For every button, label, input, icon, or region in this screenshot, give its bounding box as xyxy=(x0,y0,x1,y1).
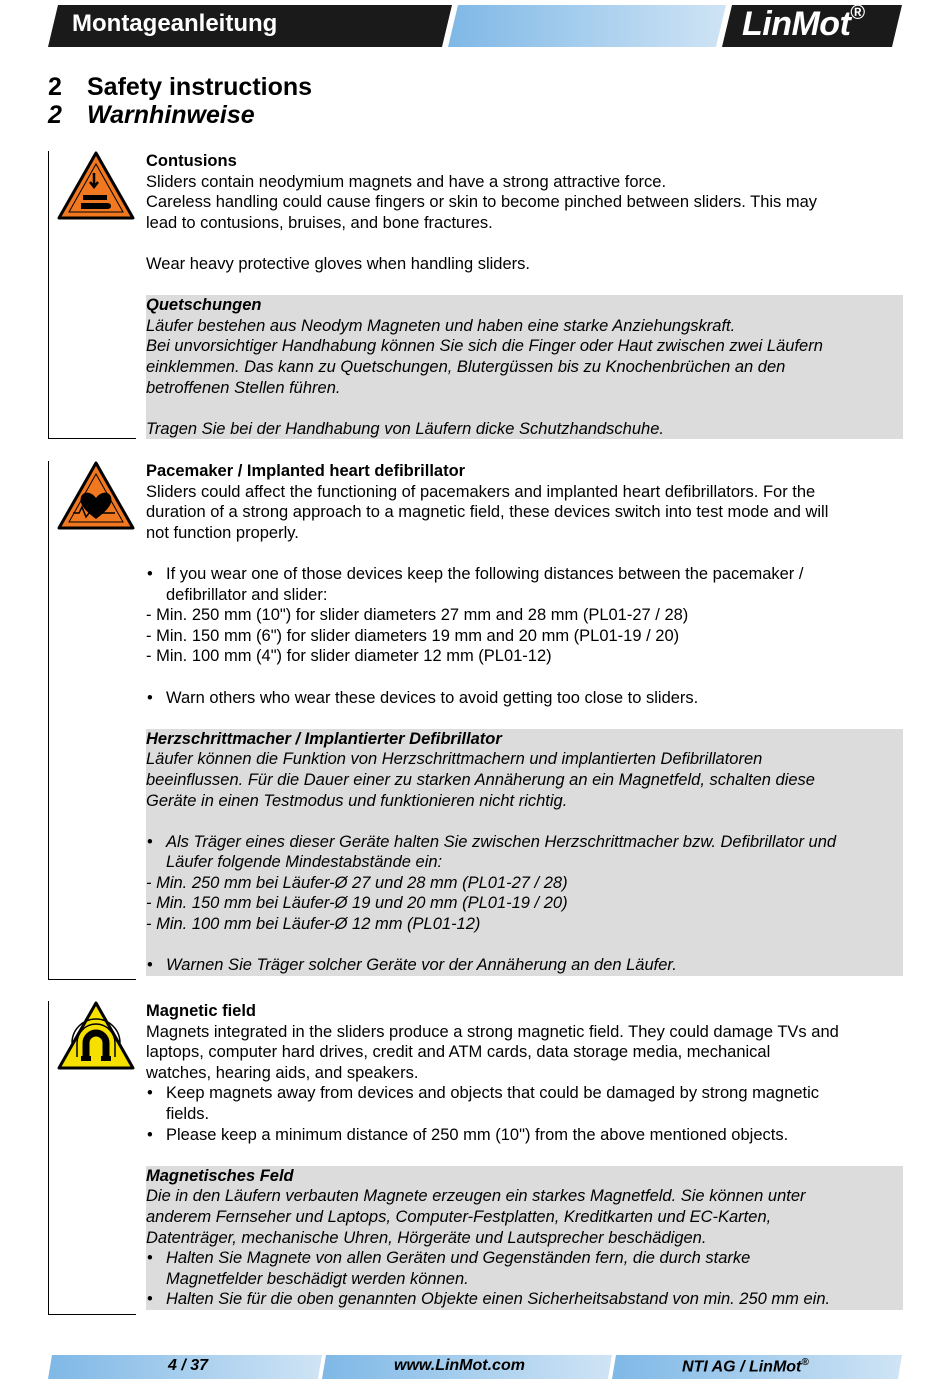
text-line: Sliders could affect the functioning of pacemakers and implanted heart defibrillators. For the xyxy=(146,482,816,501)
warning-block-magnetic-field xyxy=(48,1001,903,1315)
list-item: • Halten Sie Magnete von allen Geräten und Gegenständen fern, die durch starke Magnetfelder beschädigt werden können. xyxy=(146,1248,903,1289)
list-item: • If you wear one of those devices keep the following distances between the pacemaker / defibrillator and slider: xyxy=(146,564,903,605)
text-line: Läufer bestehen aus Neodym Magneten und haben eine starke Anziehungskraft. xyxy=(146,316,736,335)
block-title: Quetschungen xyxy=(146,296,262,315)
de-text-magnetisches-feld xyxy=(146,1166,903,1310)
list-item: • Warn others who wear these devices to avoid getting too close to sliders. xyxy=(146,688,903,709)
text-line: watches, hearing aids, and speakers. xyxy=(146,1063,419,1082)
text-line: lead to contusions, bruises, and bone fractures. xyxy=(146,213,493,232)
distance-line: - Min. 100 mm bei Läufer-Ø 12 mm (PL01-12) xyxy=(146,915,481,934)
distance-line: - Min. 250 mm (10") for slider diameters 27 mm and 28 mm (PL01-27 / 28) xyxy=(146,606,689,625)
hand-crush-warning-icon xyxy=(57,151,135,221)
warning-block-pacemaker xyxy=(48,461,903,980)
en-text-magnetic-field xyxy=(146,1001,903,1166)
magnetic-field-warning-icon xyxy=(57,1001,135,1071)
distance-line: - Min. 150 mm (6") for slider diameters 19 mm and 20 mm (PL01-19 / 20) xyxy=(146,626,680,645)
de-text-quetschungen xyxy=(146,295,903,439)
en-text-pacemaker xyxy=(146,461,903,729)
warning-block-contusions xyxy=(48,151,903,439)
pacemaker-warning-icon xyxy=(57,461,135,531)
list-item: • Please keep a minimum distance of 250 mm (10") from the above mentioned objects. xyxy=(146,1125,903,1146)
text-line: Tragen Sie bei der Handhabung von Läufern dicke Schutzhandschuhe. xyxy=(146,419,664,438)
block-title: Magnetisches Feld xyxy=(146,1166,294,1185)
text-line: einklemmen. Das kann zu Quetschungen, Blutergüssen bis zu Knochenbrüchen an den xyxy=(146,357,786,376)
list-item: • Keep magnets away from devices and objects that could be damaged by strong magnetic fields. xyxy=(146,1083,903,1124)
text-line: anderem Fernseher und Laptops, Computer-Festplatten, Kreditkarten und EC-Karten, xyxy=(146,1207,772,1226)
block-title: Herzschrittmacher / Implantierter Defibrillator xyxy=(146,729,502,748)
text-line: Läufer können die Funktion von Herzschrittmachern und implantierten Defibrillatoren xyxy=(146,750,763,769)
text-line: Die in den Läufern verbauten Magnete erzeugen ein starkes Magnetfeld. Sie können unter xyxy=(146,1187,806,1206)
text-line: duration of a strong approach to a magnetic field, these devices switch into test mode and will xyxy=(146,503,829,522)
distance-line: - Min. 150 mm bei Läufer-Ø 19 und 20 mm (PL01-19 / 20) xyxy=(146,894,568,913)
block-title: Pacemaker / Implanted heart defibrillator xyxy=(146,462,466,480)
text-line: betroffenen Stellen führen. xyxy=(146,378,341,397)
text-line: Careless handling could cause fingers or skin to become pinched between sliders. This may xyxy=(146,193,818,212)
text-line: Wear heavy protective gloves when handling sliders. xyxy=(146,254,530,273)
text-line: Magnets integrated in the sliders produce a strong magnetic field. They could damage TVs and xyxy=(146,1022,839,1041)
footer-company: NTI AG / LinMot® xyxy=(682,1357,809,1376)
list-item: • Als Träger eines dieser Geräte halten Sie zwischen Herzschrittmacher bzw. Defibrillator und Läufer folgende Mindestabstände ein: xyxy=(146,832,903,873)
distance-line: - Min. 250 mm bei Läufer-Ø 27 und 28 mm (PL01-27 / 28) xyxy=(146,873,568,892)
linmot-logo: LinMot® xyxy=(742,1,865,43)
list-item: • Halten Sie für die oben genannten Objekte einen Sicherheitsabstand von min. 250 mm ein. xyxy=(146,1289,903,1310)
list-item: • Warnen Sie Träger solcher Geräte vor der Annäherung an den Läufer. xyxy=(146,955,903,976)
section-title-en: 2 Safety instructions xyxy=(48,73,313,101)
de-text-herzschrittmacher xyxy=(146,729,903,976)
block-title: Contusions xyxy=(146,152,237,170)
footer-page-number: 4 / 37 xyxy=(168,1357,209,1374)
en-text-contusions xyxy=(146,151,903,295)
header-title: Montageanleitung xyxy=(72,10,278,37)
section-title-de: 2 Warnhinweise xyxy=(48,101,255,129)
text-line: Geräte in einen Testmodus und funktionieren nicht richtig. xyxy=(146,791,568,810)
text-line: laptops, computer hard drives, credit and ATM cards, data storage media, mechanical xyxy=(146,1043,771,1062)
text-line: beeinflussen. Für die Dauer einer zu starken Annäherung an ein Magnetfeld, schalten diese xyxy=(146,770,815,789)
text-line: Bei unvorsichtiger Handhabung können Sie sich die Finger oder Haut zwischen zwei Läufern xyxy=(146,337,823,356)
footer-url[interactable]: www.LinMot.com xyxy=(394,1357,525,1374)
distance-line: - Min. 100 mm (4") for slider diameter 12 mm (PL01-12) xyxy=(146,647,552,666)
text-line: not function properly. xyxy=(146,523,299,542)
block-title: Magnetic field xyxy=(146,1002,257,1020)
text-line: Datenträger, mechanische Uhren, Hörgeräte und Lautsprecher beschädigen. xyxy=(146,1228,707,1247)
text-line: Sliders contain neodymium magnets and have a strong attractive force. xyxy=(146,172,667,191)
